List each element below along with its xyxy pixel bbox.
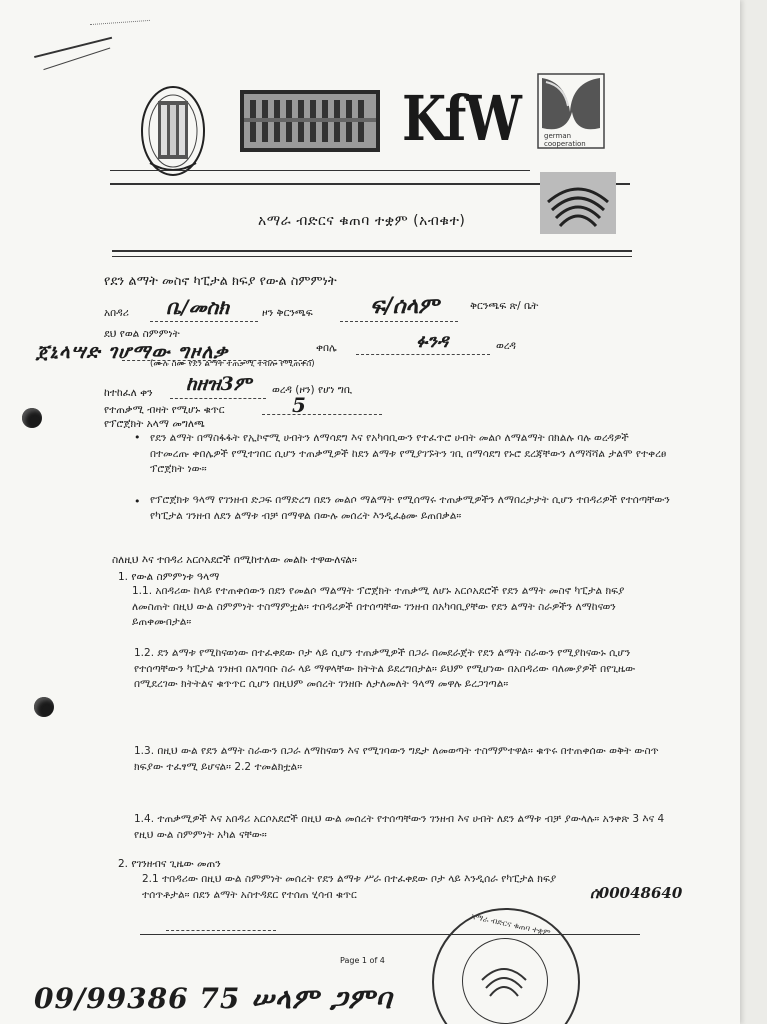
beneficiary-count-label: የተጠቃሚ ብዛት የሚሆኑ ቁጥር (104, 404, 225, 416)
beneficiary-count-value: 5 (292, 393, 306, 417)
project-purpose-label: የፕሮጀክት አላማ መግለጫ (104, 418, 205, 430)
zone-branch-fill-line (340, 321, 458, 322)
zone-branch-label: ዞን ቅርንጫፍ (262, 307, 313, 319)
agreement-label: ደህ የወል ስምምነት (104, 328, 180, 340)
title-rule (112, 256, 632, 257)
beneficiary-name: ጀኒላሣድ ገሆማው ግዞለቃ (36, 341, 229, 363)
beneficiary-count-fill-line (262, 414, 382, 415)
lender-value: ቤ/መስክ (166, 295, 230, 319)
clause-2-1: 2.1 ተበዳሪው በዚህ ውል ስምምነት መሰረት የደን ልማቱ ሥራ በተፈቀደው ቦታ ላይ እንዲሰራ የካፒታል ክፍያ ተሰጥቶታል። በደን ልማት አስተዳደር የተሰጠ ሂሳብ ቁጥር (142, 873, 557, 901)
footer-rule (140, 934, 640, 935)
header-rule (110, 170, 530, 171)
page-number: Page 1 of 4 (340, 956, 385, 965)
intro-text: ስለዚህ እና ተበዳሪ አርሶአደሮች በሚከተለው መልኩ ተዋውለናል። (112, 554, 357, 566)
bullet-icon: • (134, 431, 141, 444)
kfw-logo: KfW (402, 82, 521, 155)
clause-1-2: 1.2. ደን ልማቱ የሚከናወነው በተፈቀደው ቦታ ላይ ሲሆን ተጠቃሚዎች በጋራ በመደራጀት የደን ልማት ስራውን የሚያከናውኑ ሲሆን የተሰጣቸውን ካፒታል ገንዘብ በአግባቡ ስራ ላይ ማዋላቸው ክትትል ይደረግበታል። ይህም የሚሆነው በአበዳሪው ባለሙያዎች በየጊዜው በሚደረገው ክትትልና ቁጥጥር ሲሆን በዚህም መሰረት ገንዘቡ ለታለመለት ዓላማ መዋሉ ይረጋገጣል። (134, 647, 636, 691)
account-fill-line (166, 930, 276, 931)
document-title: የደን ልማት መስኖ ካፒታል ክፍያ የውል ስምምነት (104, 274, 337, 289)
purpose-bullet-2: የፕሮጀክቱ ዓላማ የገንዘብ ድጋፍ በማድረግ በደን መልሶ ማልማት የሚሰማሩ ተጠቃሚዎችን ለማበረታታት ሲሆን ተበዳሪዎች የተሰጣቸውን የካፒታል ገንዘብ ለደን ልማቱ ብቻ በማዋል በውሉ መሰረት እንዲፈፅሙ ይጠበቃል። (150, 494, 670, 522)
stamp-text: አማራ ብድርና ቁጠባ ተቋም (469, 911, 552, 938)
lender-fill-line (150, 321, 258, 322)
clause-1-4: 1.4. ተጠቃሚዎች እና አበዳሪ አርሶአደሮች በዚህ ውል መሰረት የተሰጣቸውን ገንዘብ እና ሀብት ለደን ልማቱ ብቻ ያውላሉ። አንቀጽ 3 እና 4 የዚህ ውል ስምምነት አካል ናቸው። (134, 813, 665, 841)
building-logo-icon (240, 90, 380, 156)
corner-mark (90, 20, 150, 26)
stamp-swirl-icon (476, 954, 532, 1008)
section-1-title: 1. የውል ስምምነቱ ዓላማ (118, 571, 220, 583)
payment-date-value: ከዘዝ3ም (186, 373, 252, 395)
lender-label: አበዳሪ (104, 307, 129, 319)
kebele-label: ቀበሌ (316, 342, 337, 354)
german-cooperation-label: german cooperation (544, 132, 586, 148)
purpose-bullet-1: የደን ልማት በማስፋፋት የኢኮኖሚ ሀብትን ለማሳደግ እና የአካባቢውን የተፈጥሮ ሀብት መልሶ ለማልማት በክልሉ ባሉ ወረዳዎች በተመረጡ ቀበሌዎች የሚተገበር ሲሆን ተጠቃሚዎች ከደን ልማቱ የሚያገኙትን ገቢ በማሳደግ የኑሮ ደረጃቸውን ለማሻሻል ታልሞ የተቀረፀ ፕሮጀክት ነው። (150, 432, 667, 476)
payment-date-label: ከተከፈለ ቀን (104, 387, 153, 399)
clause-1-3: 1.3. በዚህ ውል የደን ልማት ስራውን በጋራ ለማከናወን እና የሚገባውን ግዴታ ለመወጣት ተስማምተዋል። ቁጥሩ በተጠቀሰው ወቅት ውስጥ ክፍያው ተፈፃሚ ይሆናል። 2.2 ተመልክቷል። (134, 745, 659, 773)
title-rule (112, 250, 632, 252)
org-title: አማራ ብድርና ቁጠባ ተቋም (አብቁተ) (258, 213, 466, 229)
bullet-icon: • (134, 495, 141, 508)
woreda-label: ወረዳ (496, 340, 516, 352)
punch-hole (34, 697, 54, 717)
zone-branch-value: ፍ/ሰላም (370, 293, 439, 319)
handwritten-phone-note: 09/99386 75 ሠላም ጋምባ (34, 982, 393, 1015)
payment-date-fill-line (170, 398, 266, 399)
clause-1-1: 1.1. አበዳሪው ከላይ የተጠቀሰውን በደን የመልሶ ማልማት ፕሮጀክት ተጠቃሚ ለሆኑ አርሶአደሮች የደን ልማት መስኖ ካፒታል ክፍያ ለመስጠት በዚህ ውል ስምምነት ተስማምቷል። ተበዳሪዎች በተሰጣቸው ገንዘብ በአካባቢያቸው የደን ልማት ስራዎችን ለማከናወን ይጠቀሙበታል። (132, 585, 625, 629)
acsi-swirl-logo-icon (540, 172, 616, 238)
government-seal-icon (140, 85, 206, 181)
kebele-value: ፉንዳ (416, 331, 449, 352)
beneficiary-note: (ሙሉ ስሙ የደን ልማት ተጠቃሚ ተብሎ የሚጠቀስ) (150, 359, 315, 369)
punch-hole (22, 408, 42, 428)
section-2-title: 2. የገንዘብና ጊዜው መጠን (118, 858, 221, 870)
branch-office-label: ቅርንጫፍ ጽ/ ቤት (470, 300, 539, 312)
woreda-zone-label: ወረዳ (ዞን) የሆነ ግቢ (272, 384, 353, 396)
kebele-fill-line (356, 354, 490, 355)
account-number: ሰ00048640 (590, 884, 683, 902)
